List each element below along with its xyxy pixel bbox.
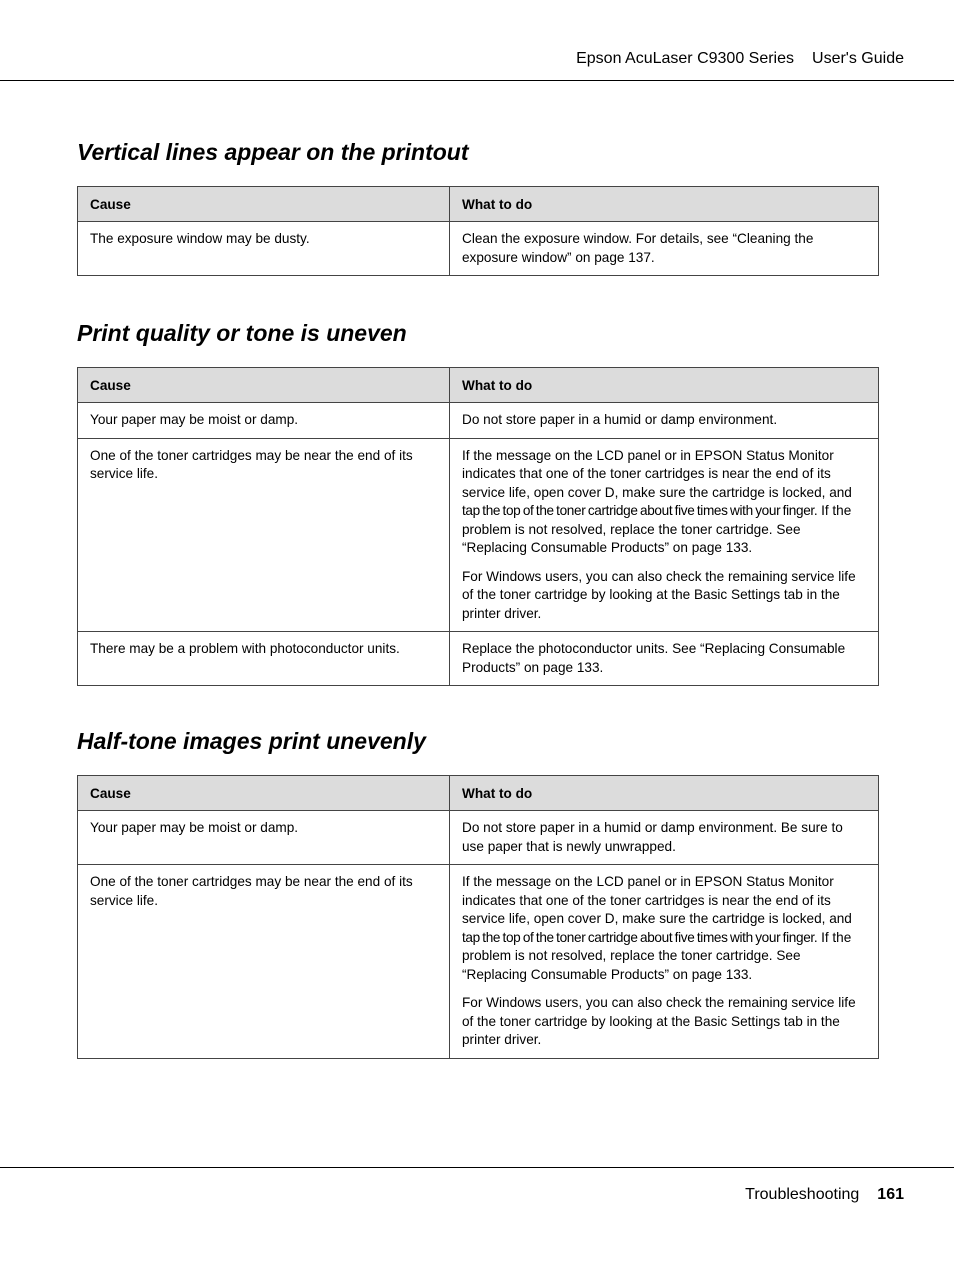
running-footer <box>745 1186 904 1204</box>
action-text: Replace the photoconductor units. See “Replacing Consumable Products” on page 133. <box>462 641 846 675</box>
cause-header: Cause <box>78 368 450 403</box>
action-text: For Windows users, you can also check the remaining service life of the toner cartridge by looking at the Basic Settings tab in the printer driver. <box>462 995 856 1047</box>
cause-header: Cause <box>78 187 450 222</box>
troubleshooting-table <box>77 186 879 276</box>
action-header: What to do <box>450 776 879 811</box>
action-text-part: If the message on the LCD panel or in EPSON Status Monitor indicates that one of the toner cartridges is near the end of its service life, open cover D, make sure the cartridge is locked, and <box>462 447 852 500</box>
action-cell <box>450 811 879 865</box>
action-text <box>462 873 868 984</box>
cause-cell <box>78 438 450 632</box>
action-cell <box>450 222 879 276</box>
action-cell <box>450 403 879 439</box>
table-row <box>78 865 879 1059</box>
guide-name: User's Guide <box>812 50 904 67</box>
cause-text: One of the toner cartridges may be near the end of its service life. <box>90 447 413 481</box>
cause-cell <box>78 403 450 439</box>
table-header-row <box>78 368 879 403</box>
cause-cell <box>78 865 450 1059</box>
action-text: For Windows users, you can also check the remaining service life of the toner cartridge by looking at the Basic Settings tab in the printer driver. <box>462 568 856 621</box>
footer-rule <box>0 1167 954 1168</box>
action-cell <box>450 865 879 1059</box>
table-header-row <box>78 776 879 811</box>
header-rule <box>0 80 954 81</box>
action-text: Do not store paper in a humid or damp environment. Be sure to use paper that is newly unwrapped. <box>462 820 843 854</box>
action-text-part: If the problem is not resolved, replace the toner cartridge. See “Replacing Consumable Products” on page 133. <box>462 929 852 982</box>
cause-text: The exposure window may be dusty. <box>90 231 310 246</box>
action-text <box>462 447 868 558</box>
cause-text: There may be a problem with photoconductor units. <box>90 641 400 656</box>
troubleshooting-table <box>77 367 879 686</box>
page-number: 161 <box>877 1186 904 1203</box>
action-text-part: If the message on the LCD panel or in EPSON Status Monitor indicates that one of the toner cartridges is near the end of its service life, open cover D, make sure the cartridge is locked, and <box>462 874 852 926</box>
table-row <box>78 222 879 276</box>
footer-section: Troubleshooting <box>745 1186 860 1203</box>
cause-text: Your paper may be moist or damp. <box>90 820 299 835</box>
table-row <box>78 403 879 439</box>
table-row <box>78 632 879 686</box>
section-title: Half-tone images print unevenly <box>77 728 426 754</box>
table-row <box>78 438 879 632</box>
action-cell <box>450 632 879 686</box>
table-row <box>78 811 879 865</box>
section-title: Print quality or tone is uneven <box>77 320 407 346</box>
section-title: Vertical lines appear on the printout <box>77 139 469 165</box>
action-text-part: If the problem is not resolved, replace the toner cartridge. See “Replacing Consumable Products” on page 133. <box>462 503 852 555</box>
cause-header: Cause <box>78 776 450 811</box>
action-cell <box>450 438 879 632</box>
cause-cell <box>78 222 450 276</box>
action-text: Do not store paper in a humid or damp environment. <box>462 412 778 427</box>
action-text: Clean the exposure window. For details, see “Cleaning the exposure window” on page 137. <box>462 231 814 265</box>
action-header: What to do <box>450 368 879 403</box>
product-name: Epson AcuLaser C9300 Series <box>576 50 795 67</box>
cause-cell <box>78 632 450 686</box>
cause-cell <box>78 811 450 865</box>
cause-text: Your paper may be moist or damp. <box>90 412 299 427</box>
action-text-part: tap the top of the toner cartridge about five times with your finger. <box>462 929 818 945</box>
action-header: What to do <box>450 187 879 222</box>
table-header-row <box>78 187 879 222</box>
running-header <box>576 50 904 68</box>
action-text-part: tap the top of the toner cartridge about five times with your finger. <box>462 503 818 518</box>
troubleshooting-table <box>77 775 879 1059</box>
cause-text: One of the toner cartridges may be near the end of its service life. <box>90 874 413 908</box>
